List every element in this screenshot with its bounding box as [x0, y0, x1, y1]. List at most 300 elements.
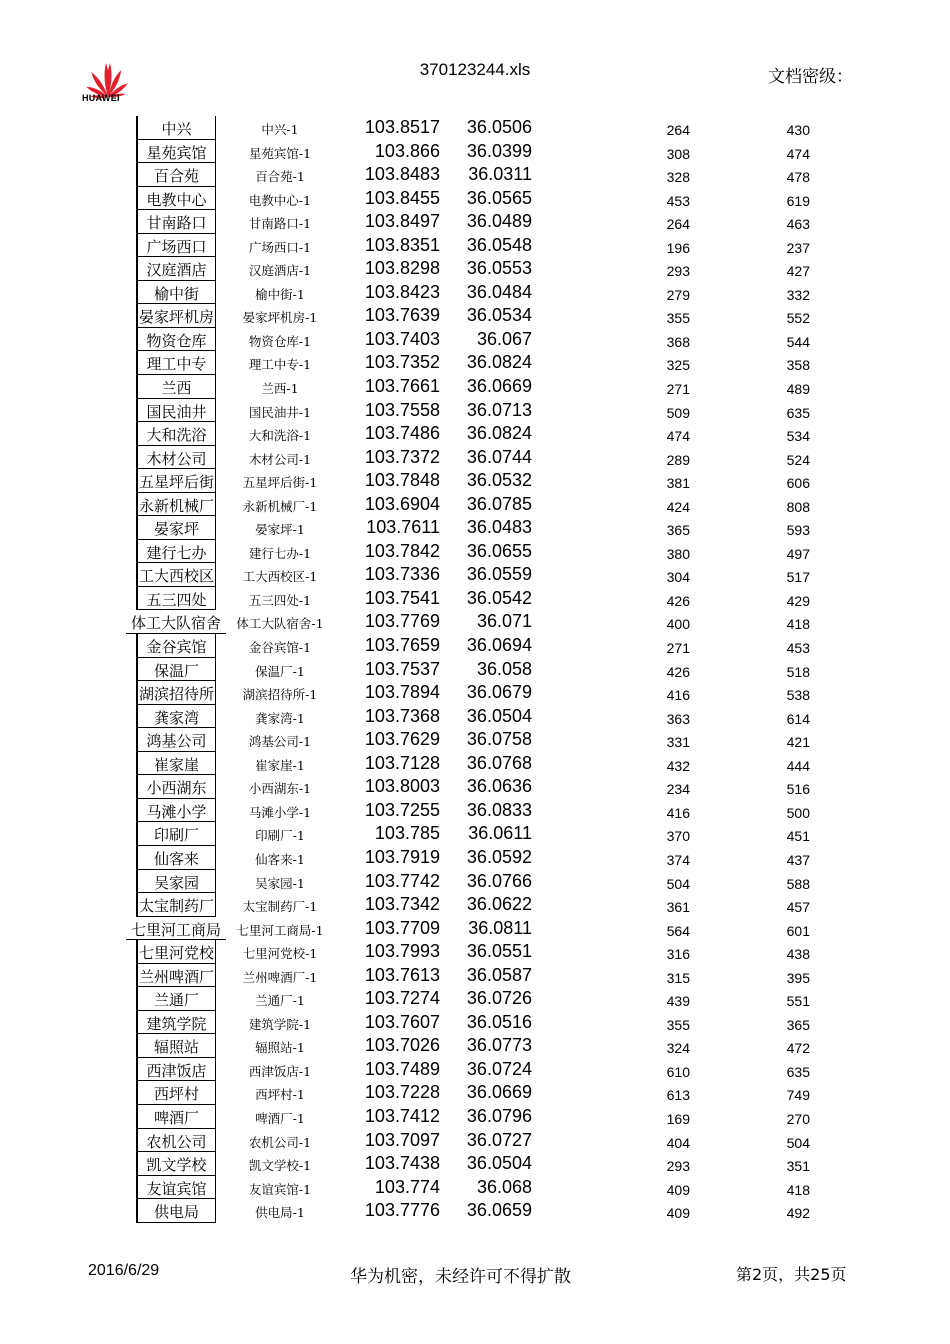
value1-cell: 416 — [666, 687, 690, 704]
cell-id-cell: 凯文学校-1 — [248, 1158, 312, 1174]
value2-cell: 516 — [786, 781, 810, 798]
value1-cell: 271 — [666, 640, 690, 657]
site-name-cell: 西坪村 — [136, 1081, 216, 1105]
site-name-cell: 木材公司 — [136, 446, 216, 470]
value2-cell: 418 — [786, 616, 810, 633]
longitude-cell: 103.7842 — [364, 540, 440, 561]
value2-cell: 437 — [786, 851, 810, 868]
longitude-cell: 103.7255 — [364, 799, 440, 820]
cell-id-cell: 湖滨招待所-1 — [242, 687, 318, 703]
value2-cell: 332 — [786, 286, 810, 303]
cell-id-cell: 物资仓库-1 — [248, 333, 312, 349]
longitude-cell: 103.774 — [374, 1176, 440, 1197]
value1-cell: 264 — [666, 122, 690, 138]
latitude-cell: 36.068 — [476, 1176, 532, 1197]
site-name-cell: 友谊宾馆 — [136, 1176, 216, 1200]
latitude-cell: 36.0679 — [466, 682, 532, 703]
site-name-cell: 鸿基公司 — [136, 728, 216, 752]
logo-text: HUAWEI — [82, 93, 120, 103]
table-row — [0, 140, 950, 164]
value1-cell: 409 — [666, 1205, 690, 1222]
value2-cell: 444 — [786, 757, 810, 774]
latitude-cell: 36.067 — [476, 328, 532, 349]
cell-id-cell: 西坪村-1 — [255, 1087, 305, 1103]
latitude-cell: 36.0824 — [466, 352, 532, 373]
value2-cell: 430 — [786, 122, 810, 138]
cell-id-cell: 吴家园-1 — [255, 875, 305, 891]
security-level-label: 文档密级： — [768, 67, 853, 87]
longitude-cell: 103.7613 — [364, 964, 440, 985]
longitude-cell: 103.7659 — [364, 635, 440, 656]
longitude-cell: 103.7541 — [364, 587, 440, 608]
site-name-cell: 西津饭店 — [136, 1058, 216, 1082]
site-name-cell: 崔家崖 — [136, 752, 216, 776]
longitude-cell: 103.7486 — [364, 423, 440, 444]
value1-cell: 613 — [666, 1087, 690, 1104]
cell-id-cell: 太宝制药厂-1 — [242, 899, 318, 915]
latitude-cell: 36.0724 — [466, 1058, 532, 1079]
latitude-cell: 36.0669 — [466, 376, 532, 397]
cell-id-cell: 中兴-1 — [261, 122, 299, 137]
longitude-cell: 103.7372 — [364, 446, 440, 467]
site-name-cell: 龚家湾 — [136, 705, 216, 729]
cell-id-cell: 甘南路口-1 — [248, 216, 312, 232]
value1-cell: 328 — [666, 169, 690, 186]
table-row — [0, 752, 950, 776]
value1-cell: 316 — [666, 946, 690, 963]
table-row — [0, 964, 950, 988]
longitude-cell: 103.7489 — [364, 1058, 440, 1079]
cell-id-cell: 兰西-1 — [261, 381, 299, 397]
site-name-cell: 晏家坪机房 — [136, 304, 216, 328]
value1-cell: 355 — [666, 310, 690, 327]
longitude-cell: 103.7352 — [364, 352, 440, 373]
table-row — [0, 681, 950, 705]
table-row — [0, 163, 950, 187]
latitude-cell: 36.0694 — [466, 635, 532, 656]
table-row — [0, 234, 950, 258]
cell-id-cell: 兰通厂-1 — [255, 993, 305, 1009]
cell-id-cell: 小西湖东-1 — [248, 781, 312, 797]
latitude-cell: 36.0548 — [466, 234, 532, 255]
value1-cell: 400 — [666, 616, 690, 633]
value2-cell: 551 — [786, 993, 810, 1010]
latitude-cell: 36.0655 — [466, 540, 532, 561]
latitude-cell: 36.0744 — [466, 446, 532, 467]
cell-id-cell: 百合苑-1 — [255, 169, 305, 185]
table-row — [0, 1034, 950, 1058]
longitude-cell: 103.7661 — [364, 376, 440, 397]
confidentiality-notice: 华为机密，未经许可不得扩散 — [350, 1267, 571, 1287]
longitude-cell: 103.8517 — [364, 117, 440, 137]
table-row — [0, 822, 950, 846]
value1-cell: 361 — [666, 899, 690, 916]
longitude-cell: 103.7026 — [364, 1035, 440, 1056]
table-row — [0, 1152, 950, 1176]
latitude-cell: 36.0611 — [468, 823, 532, 844]
value1-cell: 293 — [666, 263, 690, 280]
latitude-cell: 36.0553 — [466, 258, 532, 279]
cell-id-cell: 永新机械厂-1 — [242, 498, 318, 514]
site-name-cell: 马滩小学 — [136, 799, 216, 823]
cell-id-cell: 七里河党校-1 — [242, 946, 318, 962]
table-row — [0, 1105, 950, 1129]
cell-id-cell: 仙客来-1 — [255, 851, 305, 867]
longitude-cell: 103.7274 — [364, 988, 440, 1009]
cell-id-cell: 辐照站-1 — [255, 1040, 305, 1056]
latitude-cell: 36.0833 — [466, 799, 532, 820]
value1-cell: 279 — [666, 286, 690, 303]
table-row — [0, 987, 950, 1011]
latitude-cell: 36.0766 — [466, 870, 532, 891]
value1-cell: 426 — [666, 663, 690, 680]
table-row — [0, 422, 950, 446]
value1-cell: 315 — [666, 969, 690, 986]
site-name-cell: 辐照站 — [136, 1034, 216, 1058]
latitude-cell: 36.0484 — [466, 281, 532, 302]
cell-id-cell: 晏家坪机房-1 — [242, 310, 318, 326]
value2-cell: 614 — [786, 710, 810, 727]
cell-id-cell: 理工中专-1 — [248, 357, 312, 373]
site-name-cell: 物资仓库 — [136, 328, 216, 352]
value2-cell: 270 — [786, 1110, 810, 1127]
longitude-cell: 103.7709 — [364, 917, 440, 938]
value1-cell: 324 — [666, 1040, 690, 1057]
cell-id-cell: 广场西口-1 — [248, 239, 312, 255]
cell-id-cell: 建行七办-1 — [248, 545, 312, 561]
site-name-cell: 七里河党校 — [136, 940, 216, 964]
cell-id-cell: 鸿基公司-1 — [248, 734, 312, 750]
cell-id-cell: 崔家崖-1 — [255, 757, 305, 773]
site-name-cell: 甘南路口 — [136, 210, 216, 234]
cell-id-cell: 五三四处-1 — [248, 592, 312, 608]
site-name-cell: 吴家园 — [136, 870, 216, 894]
cell-id-cell: 建筑学院-1 — [248, 1016, 312, 1032]
value2-cell: 524 — [786, 451, 810, 468]
site-name-cell: 小西湖东 — [136, 775, 216, 799]
value1-cell: 355 — [666, 1016, 690, 1033]
cell-id-cell: 榆中街-1 — [255, 286, 305, 302]
latitude-cell: 36.0516 — [466, 1011, 532, 1032]
value1-cell: 453 — [666, 192, 690, 209]
value2-cell: 478 — [786, 169, 810, 186]
latitude-cell: 36.0669 — [466, 1082, 532, 1103]
table-row — [0, 375, 950, 399]
cell-id-cell: 印刷厂-1 — [255, 828, 305, 844]
site-name-cell: 仙客来 — [136, 846, 216, 870]
value2-cell: 438 — [786, 946, 810, 963]
longitude-cell: 103.8483 — [364, 164, 440, 185]
table-row — [0, 540, 950, 564]
table-row — [0, 469, 950, 493]
site-name-cell: 金谷宾馆 — [136, 634, 216, 658]
longitude-cell: 103.8497 — [364, 211, 440, 232]
table-row — [0, 658, 950, 682]
site-name-cell: 供电局 — [136, 1199, 216, 1223]
table-row — [0, 1129, 950, 1153]
cell-id-cell: 友谊宾馆-1 — [248, 1181, 312, 1197]
longitude-cell: 103.7342 — [364, 894, 440, 915]
latitude-cell: 36.0532 — [466, 470, 532, 491]
table-row — [0, 634, 950, 658]
latitude-cell: 36.0592 — [466, 846, 532, 867]
latitude-cell: 36.0489 — [466, 211, 532, 232]
value1-cell: 416 — [666, 804, 690, 821]
latitude-cell: 36.0483 — [466, 517, 532, 538]
value2-cell: 453 — [786, 640, 810, 657]
table-row — [0, 493, 950, 517]
table-row — [0, 610, 950, 634]
value2-cell: 601 — [786, 922, 810, 939]
longitude-cell: 103.7558 — [364, 399, 440, 420]
cell-id-cell: 金谷宾馆-1 — [248, 640, 312, 656]
table-row — [0, 587, 950, 611]
value2-cell: 504 — [786, 1134, 810, 1151]
site-name-cell: 汉庭酒店 — [136, 257, 216, 281]
value1-cell: 264 — [666, 216, 690, 233]
site-name-cell: 兰西 — [136, 375, 216, 399]
value2-cell: 492 — [786, 1205, 810, 1222]
longitude-cell: 103.7097 — [364, 1129, 440, 1150]
value1-cell: 365 — [666, 522, 690, 539]
value2-cell: 517 — [786, 569, 810, 586]
cell-id-cell: 啤酒厂-1 — [255, 1110, 305, 1126]
longitude-cell: 103.7639 — [364, 305, 440, 326]
latitude-cell: 36.0713 — [466, 399, 532, 420]
site-name-cell: 湖滨招待所 — [136, 681, 216, 705]
site-name-cell: 印刷厂 — [136, 822, 216, 846]
file-title: 370123244.xls — [419, 60, 531, 79]
value1-cell: 368 — [666, 333, 690, 350]
value1-cell: 381 — [666, 475, 690, 492]
table-row — [0, 846, 950, 870]
value2-cell: 489 — [786, 381, 810, 398]
value1-cell: 289 — [666, 451, 690, 468]
latitude-cell: 36.0551 — [466, 941, 532, 962]
site-name-cell: 工大西校区 — [136, 563, 216, 587]
table-row — [0, 1011, 950, 1035]
value2-cell: 237 — [786, 239, 810, 256]
value1-cell: 363 — [666, 710, 690, 727]
table-row — [0, 705, 950, 729]
site-name-cell: 广场西口 — [136, 234, 216, 258]
value1-cell: 432 — [666, 757, 690, 774]
value1-cell: 504 — [666, 875, 690, 892]
cell-id-cell: 龚家湾-1 — [255, 710, 305, 726]
longitude-cell: 103.8351 — [364, 234, 440, 255]
value1-cell: 380 — [666, 545, 690, 562]
table-row — [0, 917, 950, 941]
latitude-cell: 36.0559 — [466, 564, 532, 585]
value1-cell: 308 — [666, 145, 690, 162]
value1-cell: 474 — [666, 428, 690, 445]
latitude-cell: 36.0758 — [466, 729, 532, 750]
cell-id-cell: 大和洗浴-1 — [248, 428, 312, 444]
longitude-cell: 103.7776 — [364, 1200, 440, 1221]
value1-cell: 370 — [666, 828, 690, 845]
longitude-cell: 103.7611 — [366, 517, 440, 538]
value2-cell: 606 — [786, 475, 810, 492]
site-name-cell: 七里河工商局 — [126, 917, 226, 941]
cell-id-cell: 晏家坪-1 — [255, 522, 305, 538]
value1-cell: 426 — [666, 592, 690, 609]
site-name-cell: 五星坪后街 — [136, 469, 216, 493]
latitude-cell: 36.0565 — [466, 187, 532, 208]
site-name-cell: 星苑宾馆 — [136, 140, 216, 164]
site-name-cell: 百合苑 — [136, 163, 216, 187]
value2-cell: 544 — [786, 333, 810, 350]
value2-cell: 500 — [786, 804, 810, 821]
site-name-cell: 榆中街 — [136, 281, 216, 305]
value2-cell: 808 — [786, 498, 810, 515]
latitude-cell: 36.058 — [476, 658, 532, 679]
longitude-cell: 103.7769 — [364, 611, 440, 632]
value2-cell: 619 — [786, 192, 810, 209]
site-name-cell: 兰通厂 — [136, 987, 216, 1011]
latitude-cell: 36.0399 — [466, 140, 532, 161]
longitude-cell: 103.7228 — [364, 1082, 440, 1103]
longitude-cell: 103.8298 — [364, 258, 440, 279]
table-row — [0, 728, 950, 752]
table-row — [0, 1199, 950, 1223]
site-name-cell: 大和洗浴 — [136, 422, 216, 446]
longitude-cell: 103.8423 — [364, 281, 440, 302]
table-row — [0, 870, 950, 894]
cell-id-cell: 供电局-1 — [255, 1205, 305, 1221]
value2-cell: 635 — [786, 1063, 810, 1080]
table-row — [0, 1058, 950, 1082]
value2-cell: 472 — [786, 1040, 810, 1057]
cell-id-cell: 电教中心-1 — [248, 192, 312, 208]
site-name-cell: 兰州啤酒厂 — [136, 964, 216, 988]
value1-cell: 325 — [666, 357, 690, 374]
longitude-cell: 103.7368 — [364, 705, 440, 726]
longitude-cell: 103.7919 — [364, 846, 440, 867]
table-row — [0, 257, 950, 281]
site-table — [0, 116, 950, 1223]
table-row — [0, 351, 950, 375]
site-name-cell: 五三四处 — [136, 587, 216, 611]
cell-id-cell: 农机公司-1 — [248, 1134, 312, 1150]
latitude-cell: 36.0636 — [466, 776, 532, 797]
longitude-cell: 103.7537 — [364, 658, 440, 679]
site-name-cell: 永新机械厂 — [136, 493, 216, 517]
longitude-cell: 103.7629 — [364, 729, 440, 750]
table-row — [0, 281, 950, 305]
value1-cell: 196 — [666, 239, 690, 256]
cell-id-cell: 七里河工商局-1 — [236, 922, 324, 938]
latitude-cell: 36.0796 — [466, 1105, 532, 1126]
print-date: 2016/6/29 — [88, 1262, 160, 1279]
longitude-cell: 103.866 — [374, 140, 440, 161]
cell-id-cell: 工大西校区-1 — [242, 569, 318, 585]
table-row — [0, 893, 950, 917]
latitude-cell: 36.0659 — [466, 1200, 532, 1221]
longitude-cell: 103.7128 — [364, 752, 440, 773]
longitude-cell: 103.7438 — [364, 1153, 440, 1174]
site-name-cell: 晏家坪 — [136, 516, 216, 540]
table-row — [0, 775, 950, 799]
value2-cell: 534 — [786, 428, 810, 445]
site-name-cell: 凯文学校 — [136, 1152, 216, 1176]
table-row — [0, 516, 950, 540]
longitude-cell: 103.7848 — [364, 470, 440, 491]
value2-cell: 351 — [786, 1158, 810, 1175]
table-row — [0, 399, 950, 423]
longitude-cell: 103.8455 — [364, 187, 440, 208]
latitude-cell: 36.0773 — [466, 1035, 532, 1056]
latitude-cell: 36.0824 — [466, 423, 532, 444]
table-row — [0, 1081, 950, 1105]
table-row — [0, 187, 950, 211]
longitude-cell: 103.8003 — [364, 776, 440, 797]
cell-id-cell: 体工大队宿舍-1 — [236, 616, 324, 632]
value2-cell: 463 — [786, 216, 810, 233]
value1-cell: 234 — [666, 781, 690, 798]
value2-cell: 395 — [786, 969, 810, 986]
site-name-cell: 建行七办 — [136, 540, 216, 564]
value1-cell: 169 — [666, 1110, 690, 1127]
site-name-cell: 国民油井 — [136, 399, 216, 423]
table-row — [0, 563, 950, 587]
latitude-cell: 36.0587 — [466, 964, 532, 985]
value2-cell: 635 — [786, 404, 810, 421]
latitude-cell: 36.0506 — [466, 117, 532, 137]
value2-cell: 749 — [786, 1087, 810, 1104]
latitude-cell: 36.0504 — [466, 705, 532, 726]
value2-cell: 457 — [786, 899, 810, 916]
table-row — [0, 799, 950, 823]
site-name-cell: 建筑学院 — [136, 1011, 216, 1035]
latitude-cell: 36.0534 — [466, 305, 532, 326]
value2-cell: 429 — [786, 592, 810, 609]
table-row — [0, 304, 950, 328]
cell-id-cell: 西津饭店-1 — [248, 1063, 312, 1079]
value2-cell: 421 — [786, 734, 810, 751]
longitude-cell: 103.785 — [374, 823, 440, 844]
longitude-cell: 103.7607 — [364, 1011, 440, 1032]
value2-cell: 518 — [786, 663, 810, 680]
table-row — [0, 210, 950, 234]
site-name-cell: 太宝制药厂 — [136, 893, 216, 917]
latitude-cell: 36.0811 — [468, 917, 532, 938]
value1-cell: 409 — [666, 1181, 690, 1198]
cell-id-cell: 保温厂-1 — [255, 663, 305, 679]
cell-id-cell: 国民油井-1 — [248, 404, 312, 420]
value2-cell: 451 — [786, 828, 810, 845]
cell-id-cell: 木材公司-1 — [248, 451, 312, 467]
table-row — [0, 1176, 950, 1200]
site-name-cell: 理工中专 — [136, 351, 216, 375]
value1-cell: 293 — [666, 1158, 690, 1175]
cell-id-cell: 马滩小学-1 — [248, 804, 312, 820]
value1-cell: 424 — [666, 498, 690, 515]
latitude-cell: 36.0504 — [466, 1153, 532, 1174]
table-row — [0, 328, 950, 352]
cell-id-cell: 兰州啤酒厂-1 — [242, 969, 318, 985]
longitude-cell: 103.7993 — [364, 941, 440, 962]
cell-id-cell: 星苑宾馆-1 — [248, 145, 312, 161]
longitude-cell: 103.7336 — [364, 564, 440, 585]
value2-cell: 588 — [786, 875, 810, 892]
value2-cell: 538 — [786, 687, 810, 704]
value1-cell: 304 — [666, 569, 690, 586]
value2-cell: 593 — [786, 522, 810, 539]
latitude-cell: 36.0768 — [466, 752, 532, 773]
latitude-cell: 36.0726 — [466, 988, 532, 1009]
table-row — [0, 446, 950, 470]
longitude-cell: 103.7894 — [364, 682, 440, 703]
